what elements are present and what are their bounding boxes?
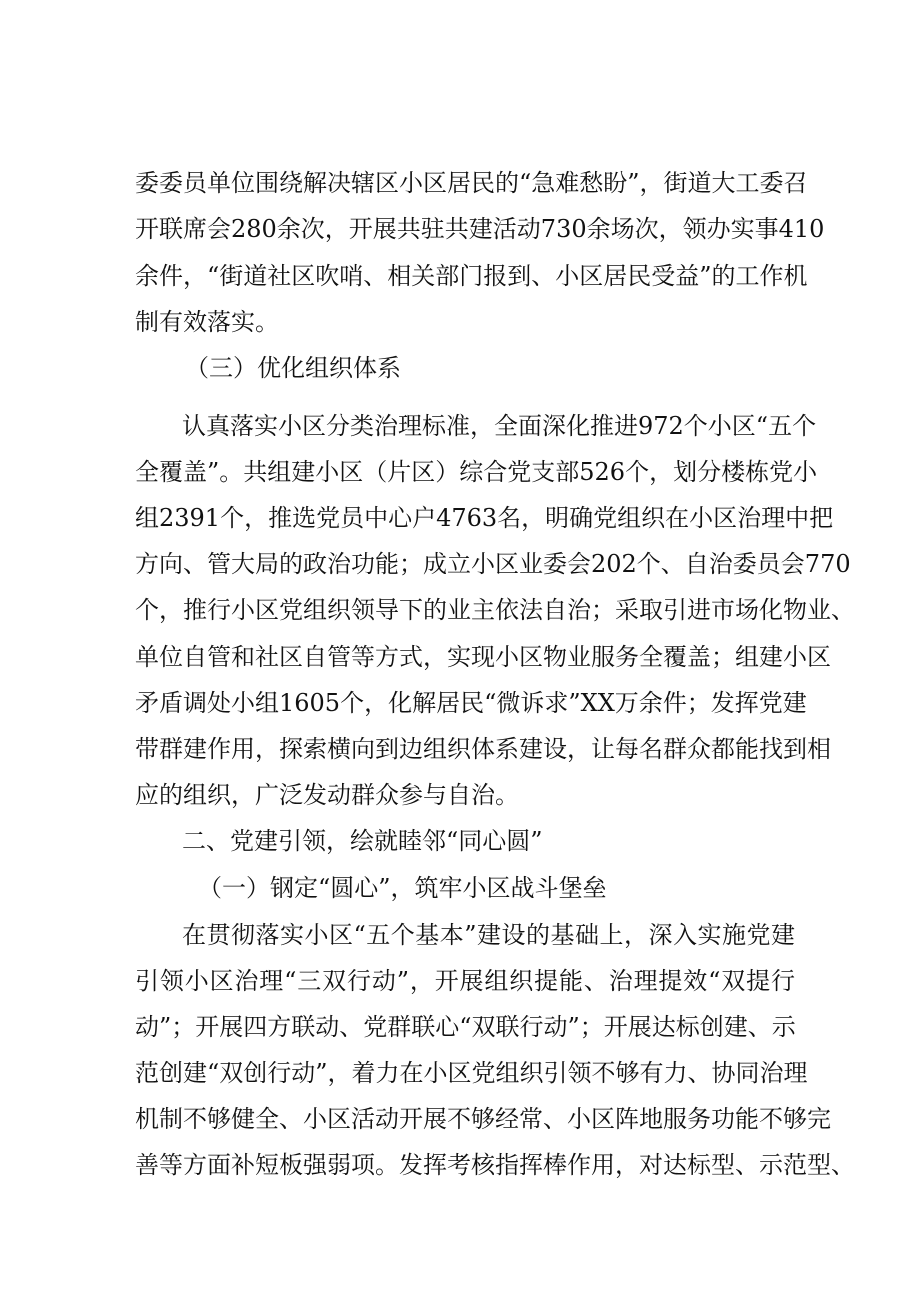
paragraph-line: 矛盾调处小组1605个，化解居民“微诉求”XX万余件；发挥党建 bbox=[135, 689, 807, 717]
paragraph-line: 引领小区治理“三双行动”，开展组织提能、治理提效“双提行 bbox=[135, 967, 795, 995]
paragraph-line: 机制不够健全、小区活动开展不够经常、小区阵地服务功能不够完 bbox=[135, 1105, 831, 1133]
paragraph-line: 善等方面补短板强弱项。发挥考核指挥棒作用，对达标型、示范型、 bbox=[135, 1151, 855, 1179]
paragraph-line: 范创建“双创行动”，着力在小区党组织引领不够有力、协同治理 bbox=[135, 1059, 808, 1087]
paragraph-line: 全覆盖”。共组建小区（片区）综合党支部526个，划分楼栋党小 bbox=[135, 458, 818, 486]
paragraph-line: 制有效落实。 bbox=[135, 308, 279, 336]
paragraph-line: 开联席会280余次，开展共驻共建活动730余场次，领办实事410 bbox=[135, 215, 825, 243]
paragraph-line: 个，推行小区党组织领导下的业主依法自治；采取引进市场化物业、 bbox=[135, 596, 855, 624]
paragraph-line: 单位自管和社区自管等方式，实现小区物业服务全覆盖；组建小区 bbox=[135, 643, 831, 671]
paragraph-line: 方向、管大局的政治功能；成立小区业委会202个、自治委员会770 bbox=[135, 550, 851, 578]
paragraph-line: 组2391个，推选党员中心户4763名，明确党组织在小区治理中把 bbox=[135, 504, 834, 532]
paragraph-line: 委委员单位围绕解决辖区小区居民的“急难愁盼”，街道大工委召 bbox=[135, 169, 808, 197]
paragraph-line: 动”；开展四方联动、党群联心“双联行动”；开展达标创建、示 bbox=[135, 1013, 796, 1041]
paragraph-line: 余件，“街道社区吹哨、相关部门报到、小区居民受益”的工作机 bbox=[135, 262, 808, 290]
chapter-heading: 二、党建引领，绘就睦邻“同心圆” bbox=[182, 827, 543, 855]
section-heading: （一）钢定“圆心”，筑牢小区战斗堡垒 bbox=[198, 874, 607, 902]
paragraph-line: 带群建作用，探索横向到边组织体系建设，让每名群众都能找到相 bbox=[135, 735, 831, 763]
section-heading: （三）优化组织体系 bbox=[185, 354, 401, 382]
paragraph-line: 应的组织，广泛发动群众参与自治。 bbox=[135, 781, 519, 809]
paragraph-line: 在贯彻落实小区“五个基本”建设的基础上，深入实施党建 bbox=[182, 921, 795, 949]
paragraph-line: 认真落实小区分类治理标准，全面深化推进972个小区“五个 bbox=[182, 412, 817, 440]
